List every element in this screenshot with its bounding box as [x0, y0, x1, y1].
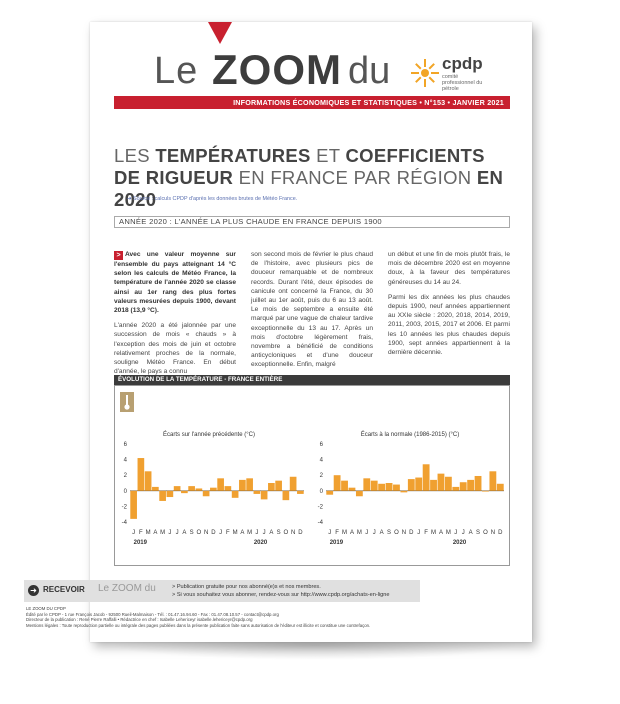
lead-paragraph: Avec une valeur moyenne sur l'ensemble du pays atteignant 14 °C selon les calculs de Météo France, la température de l'année 2020 se classe ainsi au 1er rang des plus fortes valeurs mesurées depuis 1900, devant 2018 (13,9 °C). [114, 251, 236, 315]
month-tick-label: A [379, 530, 384, 536]
bar [326, 491, 333, 495]
body-paragraph: L'année 2020 a été jalonnée par une succession de mois « chauds » à l'exception des mois de juin et octobre relativement proches de la normale, souligne Météo France. En début d'année, le pays a connu [114, 322, 236, 376]
month-tick-label: S [387, 530, 392, 536]
bar [283, 491, 290, 500]
year-tick-label: 2020 [253, 540, 268, 546]
month-tick-label: A [349, 530, 354, 536]
bar [167, 491, 174, 497]
month-tick-label: A [468, 530, 473, 536]
bar [290, 477, 297, 491]
bar [408, 479, 415, 491]
title-part: LES [114, 145, 156, 166]
legal-line: Mentions légales : Toute reproduction partielle ou intégrale des pages publiées dans la présente publication faite sans autorisation de l'éditeur est illicite et constitue une contrefaçon. [26, 622, 371, 628]
bar [334, 475, 341, 491]
bar [188, 486, 195, 491]
y-tick-label: -4 [121, 520, 127, 526]
arrow-icon: > [114, 251, 123, 260]
month-tick-label: J [372, 530, 376, 536]
bar [452, 487, 459, 491]
y-tick-label: 2 [123, 473, 127, 480]
bar [138, 458, 145, 491]
y-tick-label: 4 [123, 457, 127, 464]
bar [341, 481, 348, 491]
month-tick-label: S [476, 530, 481, 536]
article-column-3 [388, 250, 510, 363]
subscribe-zoom-logo: Le ZOOM du [98, 583, 156, 594]
bar [203, 491, 210, 496]
bar [261, 491, 268, 500]
legal-line: Édité par le CPDP - 1 rue François Jacob - 92500 Rueil-Malmaison - Tél. : 01.47.16.94.60 - Fax : 01.47.08.10.57 - contact@cpdp.org [26, 611, 279, 617]
month-tick-label: M [145, 530, 151, 536]
month-tick-label: N [490, 530, 496, 536]
bar [225, 486, 232, 491]
month-tick-label: J [328, 530, 332, 536]
bar [400, 491, 407, 493]
bar [246, 478, 253, 490]
month-tick-label: N [203, 530, 209, 536]
month-tick-label: A [438, 530, 443, 536]
month-tick-label: M [445, 530, 451, 536]
chart-title-right: Écarts à la normale (1986-2015) (°C) [360, 432, 460, 438]
month-tick-label: D [498, 530, 503, 536]
document-page [90, 22, 532, 642]
month-tick-label: M [342, 530, 348, 536]
bar [430, 480, 437, 491]
month-tick-label: J [454, 530, 458, 536]
month-tick-label: J [461, 530, 465, 536]
month-tick-label: J [175, 530, 179, 536]
y-tick-label: -2 [121, 504, 127, 511]
bar [145, 471, 152, 491]
bar [152, 487, 159, 491]
month-tick-label: O [483, 530, 488, 536]
month-tick-label: J [417, 530, 421, 536]
subscribe-link[interactable]: > Si vous souhaitez vous abonner, rendez-vous sur http://www.cpdp.org/achats-en-ligne [172, 592, 390, 598]
y-tick-label: 4 [319, 457, 323, 464]
body-paragraph: son second mois de février le plus chaud de l'histoire, avec plusieurs pics de douceur remarquable et de nombreux records. Durant l'été, deux épisodes de canicule ont concerné la France, du 30 juillet au 1er août, puis du 6 au 13 août. Le mois de septembre a ensuite été marqué par une vague de chaleur tardive exceptionnelle du 13 au 17. Après un mois d'octobre légèrement frais, novembre a bénéficié de conditions anticycloniques et d'une douceur exceptionnelle. Enfin, malgré [251, 251, 373, 369]
month-tick-label: M [160, 530, 166, 536]
month-tick-label: M [356, 530, 362, 536]
y-tick-label: -2 [317, 504, 323, 511]
bar [217, 478, 224, 490]
month-tick-label: D [409, 530, 414, 536]
month-tick-label: J [262, 530, 266, 536]
month-tick-label: O [283, 530, 289, 536]
month-tick-label: N [401, 530, 407, 536]
title-part-bold: EN 2020 [114, 167, 504, 210]
month-tick-label: M [232, 530, 238, 536]
month-tick-label: F [226, 530, 230, 536]
chart-section-heading: ÉVOLUTION DE LA TEMPÉRATURE - FRANCE ENTIÈRE [114, 375, 510, 385]
y-tick-label: 0 [123, 488, 127, 495]
bar [475, 476, 482, 491]
chart-title-left: Écarts sur l'année précédente (°C) [163, 432, 255, 438]
month-tick-label: J [255, 530, 259, 536]
bar [438, 474, 445, 491]
legal-line: Directeur de la publication : René Pierre Raffalli • Rédactrice en chef : Isabelle Lehericeyr isabelle.lehericeyr@cpdp.org [26, 617, 253, 623]
body-paragraph: Parmi les dix années les plus chaudes depuis 1900, neuf années appartiennent au XXIe siècle : 2020, 2018, 2014, 2019, 2011, 2003, 2015, 2017 et 2006. Et parmi les 10 années les plus chaudes depuis 1900, sept années appartiennent à la dernière décennie. [388, 293, 510, 357]
month-tick-label: J [132, 530, 136, 536]
year-tick-label: 2019 [329, 540, 344, 546]
cpdp-logo-name: cpdp [442, 54, 483, 73]
bar [489, 471, 496, 491]
year-tick-label: 2020 [452, 540, 467, 546]
month-tick-label: J [219, 530, 223, 536]
month-tick-label: A [269, 530, 274, 536]
body-paragraph: un début et une fin de mois plutôt frais, le mois de décembre 2020 est en moyenne doux, à la faveur des températures généreuses du 14 au 24. [388, 251, 510, 286]
bar [356, 491, 363, 496]
bar [423, 464, 430, 491]
bar [130, 491, 137, 519]
source-note: ➜ Source : calculs CPDP d'après les données brutes de Météo France. [127, 196, 298, 202]
y-tick-label: 2 [319, 473, 323, 480]
month-tick-label: S [276, 530, 281, 536]
bar [445, 477, 452, 491]
cpdp-logo-icon [410, 58, 440, 88]
month-tick-label: O [394, 530, 399, 536]
bar [232, 491, 239, 498]
article-column-1 [114, 250, 236, 382]
bar [254, 491, 261, 494]
bar [275, 481, 282, 491]
bar [386, 483, 393, 491]
bar [393, 485, 400, 491]
y-tick-label: -4 [317, 520, 323, 526]
arrow-right-icon[interactable]: ➜ [28, 585, 39, 596]
month-tick-label: N [290, 530, 296, 536]
chart-normal [312, 440, 508, 560]
cpdp-logo-subtitle: comité professionnel du pétrole [442, 74, 483, 92]
month-tick-label: D [298, 530, 303, 536]
month-tick-label: A [153, 530, 158, 536]
issue-banner: INFORMATIONS ÉCONOMIQUES ET STATISTIQUES • N°153 • JANVIER 2021 [114, 96, 510, 109]
y-tick-label: 6 [123, 442, 127, 448]
title-part-bold: TEMPÉRATURES [155, 145, 311, 166]
subscribe-label[interactable]: RECEVOIR [43, 585, 85, 594]
bar [482, 491, 489, 492]
section-heading: ANNÉE 2020 : L'ANNÉE LA PLUS CHAUDE EN FRANCE DEPUIS 1900 [114, 216, 510, 228]
bar [363, 478, 370, 490]
y-tick-label: 6 [319, 442, 323, 448]
bar [460, 482, 467, 491]
month-tick-label: D [211, 530, 216, 536]
bar [497, 484, 504, 491]
bar [196, 488, 203, 490]
month-tick-label: A [240, 530, 245, 536]
month-tick-label: A [182, 530, 187, 536]
bar [174, 486, 181, 491]
legal-notice [26, 606, 426, 628]
bar [181, 491, 188, 493]
bar [297, 491, 304, 494]
bar [378, 484, 385, 491]
bar [415, 478, 422, 491]
title-part: EN FRANCE PAR RÉGION [233, 167, 477, 188]
month-tick-label: J [168, 530, 172, 536]
month-tick-label: F [139, 530, 143, 536]
article-column-2 [251, 250, 373, 376]
y-tick-label: 0 [319, 488, 323, 495]
title-part: ET [310, 145, 346, 166]
month-tick-label: J [365, 530, 369, 536]
masthead-zoom: ZOOM [212, 46, 342, 93]
month-tick-label: F [335, 530, 339, 536]
red-notch [208, 22, 232, 44]
month-tick-label: S [189, 530, 194, 536]
thermometer-icon [120, 392, 134, 412]
title-part-bold: DE RIGUEUR [114, 167, 234, 188]
month-tick-label: F [424, 530, 428, 536]
month-tick-label: M [431, 530, 437, 536]
month-tick-label: O [196, 530, 202, 536]
month-tick-label: M [247, 530, 253, 536]
masthead [90, 48, 532, 94]
title-part-bold: COEFFICIENTS [345, 145, 485, 166]
bar [467, 480, 474, 491]
chart-previous-year [116, 440, 308, 560]
bar [210, 488, 217, 491]
subscribe-text [172, 583, 417, 599]
bar [239, 480, 246, 491]
bar [371, 481, 378, 491]
legal-line: LE ZOOM DU CPDP [26, 606, 66, 611]
masthead-le: Le [154, 50, 199, 92]
masthead-du: du [348, 50, 391, 92]
subscribe-line: > Publication gratuite pour nos abonné(e)s et nos membres. [172, 584, 321, 590]
bar [268, 483, 275, 491]
bar [349, 488, 356, 491]
year-tick-label: 2019 [133, 540, 147, 546]
bar [159, 491, 166, 501]
